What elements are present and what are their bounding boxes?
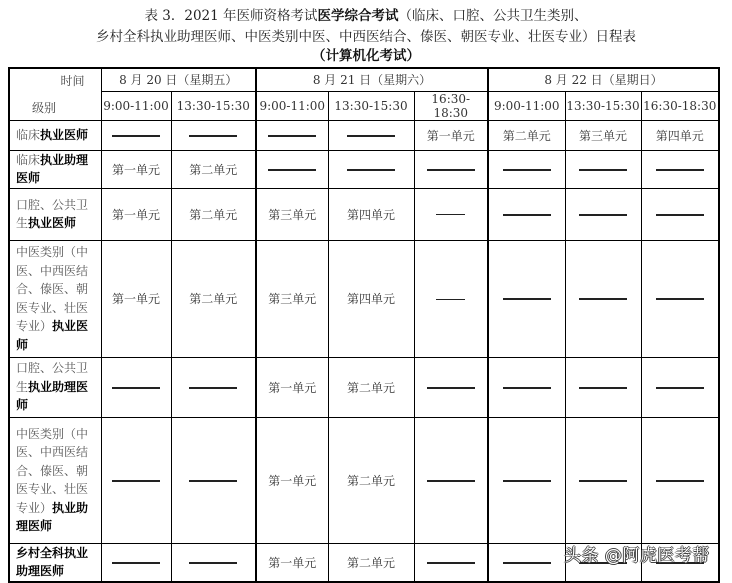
watermark: 头条 @阿虎医考帮 [564,546,710,566]
no-exam-dash [414,150,488,188]
table-row [9,417,719,543]
exam-unit-label: 第三单元 [268,292,317,306]
exam-unit-label: 第二单元 [346,473,395,488]
dash-icon [189,135,237,137]
exam-unit-cell [328,417,414,543]
exam-unit-label: 第一单元 [268,380,317,395]
exam-unit-label: 第一单元 [426,128,475,143]
level-category: 中医类别（中医、中西医结合、傣医、朝医专业、壮医专业） [16,245,89,333]
dash-icon [503,298,551,300]
slot-header: 9:00-11:00 [101,91,171,120]
no-exam-dash [101,120,171,150]
dash-icon [579,480,627,482]
no-exam-dash [414,188,488,240]
exam-unit-label: 第四单元 [346,207,395,222]
dash-icon [189,562,237,564]
no-exam-dash [171,543,256,582]
dash-icon [436,299,465,300]
level-category: 中医类别（中医、中西医结合、傣医、朝医专业、壮医专业） [16,426,89,515]
exam-unit-label: 第三单元 [268,207,317,222]
table-row [9,188,719,240]
dash-icon [503,480,551,482]
no-exam-dash [641,240,719,357]
dash-icon [579,169,627,171]
header-days-row [9,68,719,91]
level-category: 口腔、公共卫生 [16,197,89,230]
exam-unit-cell [565,120,641,150]
dash-icon [427,562,475,564]
slot-header: 16:30-18:30 [641,91,719,120]
exam-unit-cell [328,240,414,357]
exam-unit-label: 第二单元 [346,380,395,395]
dash-icon [656,169,704,171]
level-type: 执业医师 [40,127,89,142]
dash-icon [347,169,395,171]
dash-icon [112,480,160,482]
exam-unit-label: 第二单元 [189,162,238,177]
dash-icon [503,214,551,216]
no-exam-dash [488,543,565,582]
exam-unit-label: 第一单元 [111,162,160,177]
no-exam-dash [171,357,256,417]
slot-header: 13:30-15:30 [328,91,414,120]
day-header-aug20: 8 月 20 日（星期五） [101,68,256,91]
slot-header: 13:30-15:30 [171,91,256,120]
dash-icon [503,387,551,389]
no-exam-dash [328,150,414,188]
dash-icon [112,562,160,564]
exam-unit-cell [171,150,256,188]
exam-unit-label: 第三单元 [578,128,627,143]
dash-icon [503,562,551,564]
no-exam-dash [488,150,565,188]
exam-unit-cell [414,120,488,150]
no-exam-dash [488,188,565,240]
title-prefix: 表 3．2021 年医师资格考试 [144,8,318,24]
corner-level-label: 级别 [32,101,57,116]
dash-icon [189,480,237,482]
level-type: 执业助理医师 [16,152,89,185]
no-exam-dash [565,240,641,357]
no-exam-dash [171,417,256,543]
no-exam-dash [328,120,414,150]
row-level-label [9,120,101,150]
table-row [9,357,719,417]
dash-icon [656,480,704,482]
header-corner [9,68,101,120]
dash-icon [579,214,627,216]
row-level-label [9,188,101,240]
exam-unit-cell [256,543,328,582]
no-exam-dash [256,120,328,150]
exam-unit-label: 第一单元 [111,207,160,222]
dash-icon [112,135,160,137]
dash-icon [579,298,627,300]
no-exam-dash [488,357,565,417]
no-exam-dash [101,417,171,543]
dash-icon [656,298,704,300]
slot-header: 9:00-11:00 [488,91,565,120]
dash-icon [579,387,627,389]
no-exam-dash [565,150,641,188]
no-exam-dash [414,240,488,357]
no-exam-dash [565,417,641,543]
exam-unit-cell [328,357,414,417]
no-exam-dash [488,417,565,543]
row-level-label [9,417,101,543]
exam-unit-cell [101,240,171,357]
no-exam-dash [101,357,171,417]
level-type: 执业助理医师 [16,500,89,533]
no-exam-dash [641,188,719,240]
slot-header: 9:00-11:00 [256,91,328,120]
no-exam-dash [641,417,719,543]
level-type: 乡村全科执业助理医师 [16,545,89,578]
dash-icon [268,169,316,171]
dash-icon [427,387,475,389]
exam-unit-cell [256,357,328,417]
exam-unit-cell [328,543,414,582]
exam-unit-cell [256,188,328,240]
level-type: 执业医师 [16,319,89,352]
title-suffix: （临床、口腔、公共卫生类别、 [398,8,588,24]
exam-unit-cell [256,240,328,357]
exam-unit-cell [488,120,565,150]
exam-unit-label: 第二单元 [189,207,238,222]
dash-icon [427,169,475,171]
dash-icon [656,214,704,216]
dash-icon [436,214,465,215]
dash-icon [268,135,316,137]
table-subtitle: （计算机化考试） [312,48,420,64]
no-exam-dash [256,150,328,188]
exam-unit-cell [256,417,328,543]
title-bold: 医学综合考试 [317,8,399,24]
exam-unit-cell [171,240,256,357]
level-category: 口腔、公共卫生 [16,361,89,394]
header-slots-row [9,91,719,120]
exam-unit-cell [101,188,171,240]
exam-unit-cell [101,150,171,188]
no-exam-dash [414,417,488,543]
level-type: 执业助理医师 [16,379,89,413]
row-level-label [9,240,101,357]
level-category: 临床 [16,152,41,167]
row-level-label [9,357,101,417]
exam-unit-label: 第四单元 [655,128,704,143]
exam-unit-label: 第二单元 [346,555,395,570]
no-exam-dash [565,357,641,417]
corner-time-label: 时间 [60,74,85,89]
day-header-aug22: 8 月 22 日（星期日） [488,68,719,91]
row-level-label [9,150,101,188]
exam-unit-label: 第一单元 [268,555,317,570]
dash-icon [347,135,395,137]
dash-icon [503,169,551,171]
table-title-line-2: 乡村全科执业助理医师、中医类别中医、中西医结合、傣医、朝医专业、壮医专业）日程表 [96,29,636,45]
no-exam-dash [171,120,256,150]
no-exam-dash [641,357,719,417]
row-level-label [9,543,101,582]
no-exam-dash [641,150,719,188]
no-exam-dash [488,240,565,357]
table-row [9,240,719,357]
table-row [9,150,719,188]
no-exam-dash [565,188,641,240]
exam-unit-label: 第四单元 [346,292,395,306]
exam-unit-label: 第二单元 [502,128,551,143]
dash-icon [112,387,160,389]
day-header-aug21: 8 月 21 日（星期六） [256,68,488,91]
no-exam-dash [414,357,488,417]
exam-unit-label: 第一单元 [268,473,317,488]
table-row [9,120,719,150]
no-exam-dash [414,543,488,582]
level-category: 临床 [16,127,41,142]
slot-header: 16:30-18:30 [414,91,488,120]
exam-unit-label: 第二单元 [189,292,238,306]
dash-icon [427,480,475,482]
dash-icon [189,387,237,389]
exam-unit-label: 第一单元 [111,292,160,306]
slot-header: 13:30-15:30 [565,91,641,120]
dash-icon [656,387,704,389]
exam-unit-cell [641,120,719,150]
exam-unit-cell [171,188,256,240]
table-title-line-1 [0,6,732,26]
level-type: 执业医师 [28,216,77,230]
no-exam-dash [101,543,171,582]
exam-unit-cell [328,188,414,240]
exam-schedule-table [8,67,720,583]
